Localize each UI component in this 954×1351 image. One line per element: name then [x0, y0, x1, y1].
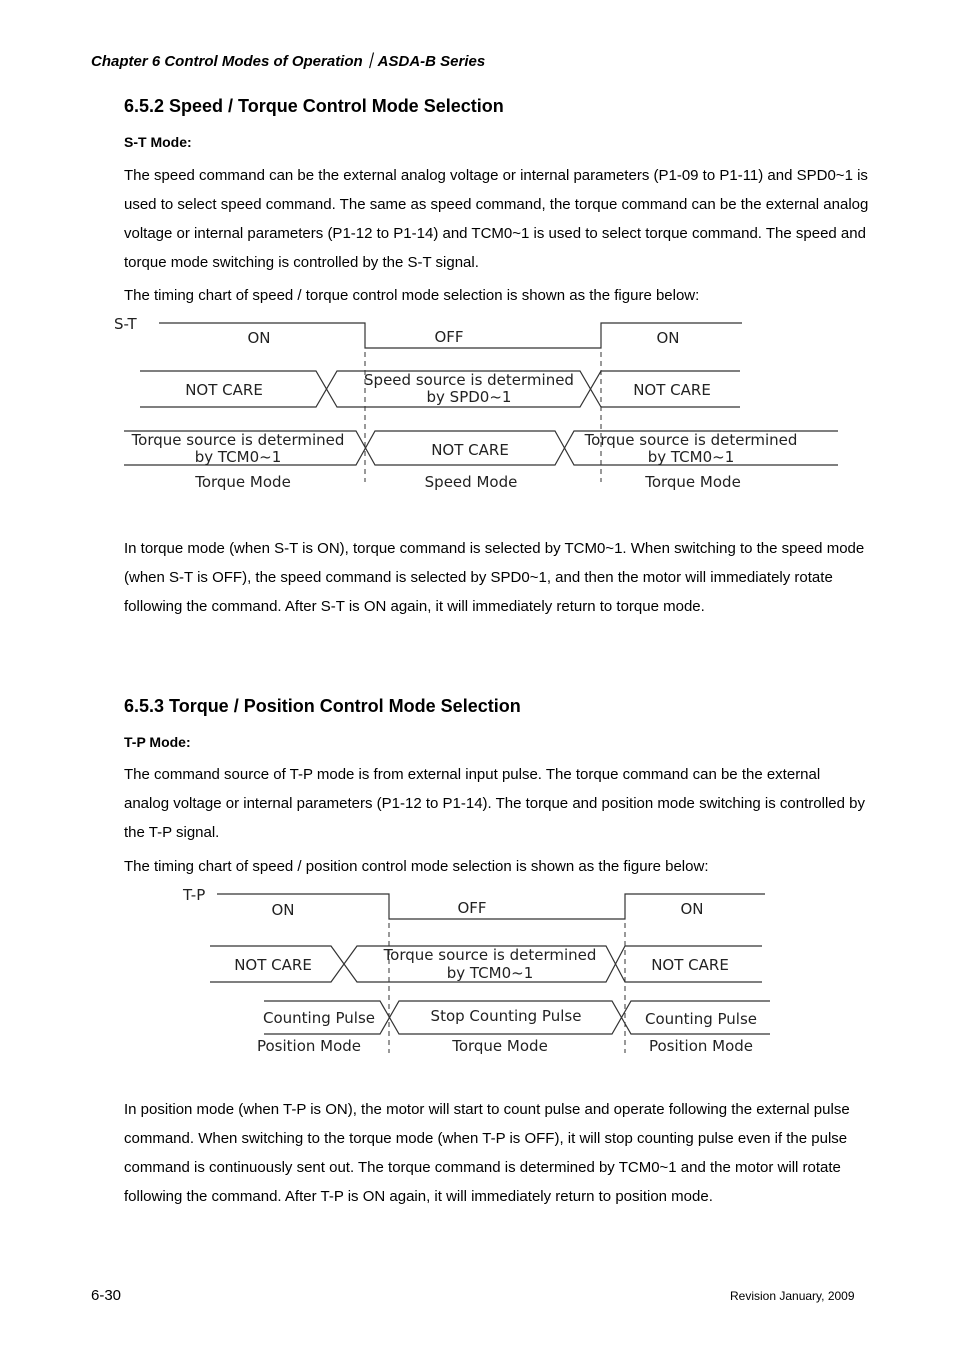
- running-head: Chapter 6 Control Modes of Operation｜ASDA-B Series: [91, 53, 486, 70]
- tp-row1-mid-line2: by TCM0~1: [446, 964, 534, 982]
- revision-note: Revision January, 2009: [730, 1289, 855, 1303]
- st-row1-left: NOT CARE: [185, 381, 263, 399]
- st-row2-right-line2: by TCM0~1: [647, 448, 735, 466]
- subtitle-st-mode: S-T Mode:: [124, 134, 192, 150]
- paragraph-st-explanation: In torque mode (when S-T is ON), torque command is selected by TCM0~1. When switching to the speed mode (when S-T is OFF), the speed command is selected by SPD0~1, and then the motor will immediately rotate following the command. After S-T is ON again, it will immediately return to torque mode.: [124, 540, 865, 615]
- chart-intro-tp: The timing chart of speed / position control mode selection is shown as the figure below:: [124, 858, 709, 875]
- st-mode-left: Torque Mode: [195, 473, 291, 491]
- st-state-off: OFF: [434, 328, 464, 346]
- tp-row1-mid-line1: Torque source is determined: [383, 946, 597, 964]
- paragraph-tp-intro: The command source of T-P mode is from external input pulse. The torque command can be the external analog voltage or internal parameters (P1-12 to P1-14). The torque and position mode switching is controlled by the T-P signal.: [124, 766, 865, 841]
- timing-chart-tp: [0, 880, 954, 1060]
- tp-state-on-right: ON: [680, 900, 704, 918]
- tp-mode-right: Position Mode: [648, 1037, 754, 1055]
- st-row2-left-line1: Torque source is determined: [131, 431, 345, 449]
- tp-row2-mid: Stop Counting Pulse: [430, 1007, 582, 1025]
- st-state-on-right: ON: [656, 329, 680, 347]
- tp-signal-label: T-P: [183, 886, 206, 904]
- page-number: 6-30: [91, 1287, 122, 1304]
- section-title-torque-position: 6.5.3 Torque / Position Control Mode Selection: [124, 696, 521, 716]
- paragraph-tp-explanation: In position mode (when T-P is ON), the motor will start to count pulse and operate following the external pulse command. When switching to the torque mode (when T-P is OFF), it will stop counting pulse even if the pulse command is continuously sent out. The torque command is determined by TCM0~1 and the motor will rotate following the command. After T-P is ON again, it will immediately return to position mode.: [124, 1101, 850, 1205]
- paragraph-st-intro: The speed command can be the external analog voltage or internal parameters (P1-09 to P1-11) and SPD0~1 is used to select speed command. The same as speed command, the torque command can be the external analog voltage or internal parameters (P1-12 to P1-14) and TCM0~1 is used to select torque command. The speed and torque mode switching is controlled by the S-T signal.: [124, 167, 869, 271]
- st-row2-left-line2: by TCM0~1: [194, 448, 282, 466]
- st-row1-mid-line1: Speed source is determined: [364, 371, 574, 389]
- st-mode-mid: Speed Mode: [424, 473, 518, 491]
- subtitle-tp-mode: T-P Mode:: [124, 734, 191, 750]
- tp-mode-left: Position Mode: [256, 1037, 362, 1055]
- chart-intro-st: The timing chart of speed / torque control mode selection is shown as the figure below:: [124, 287, 700, 304]
- st-row2-right-line1: Torque source is determined: [584, 431, 798, 449]
- section-title-speed-torque: 6.5.2 Speed / Torque Control Mode Selection: [124, 96, 504, 116]
- st-row1-right: NOT CARE: [633, 381, 711, 399]
- st-mode-right: Torque Mode: [645, 473, 741, 491]
- tp-state-off: OFF: [457, 899, 487, 917]
- tp-mode-mid: Torque Mode: [452, 1037, 548, 1055]
- st-row1-mid-line2: by SPD0~1: [426, 388, 512, 406]
- tp-row2-right: Counting Pulse: [644, 1010, 758, 1028]
- tp-row2-left: Counting Pulse: [262, 1009, 376, 1027]
- tp-row1-left: NOT CARE: [234, 956, 312, 974]
- tp-row1-right: NOT CARE: [651, 956, 729, 974]
- st-state-on-left: ON: [247, 329, 271, 347]
- timing-chart-st: [0, 300, 954, 500]
- st-signal-label: S-T: [114, 315, 137, 333]
- tp-state-on-left: ON: [271, 901, 295, 919]
- st-row2-mid: NOT CARE: [431, 441, 509, 459]
